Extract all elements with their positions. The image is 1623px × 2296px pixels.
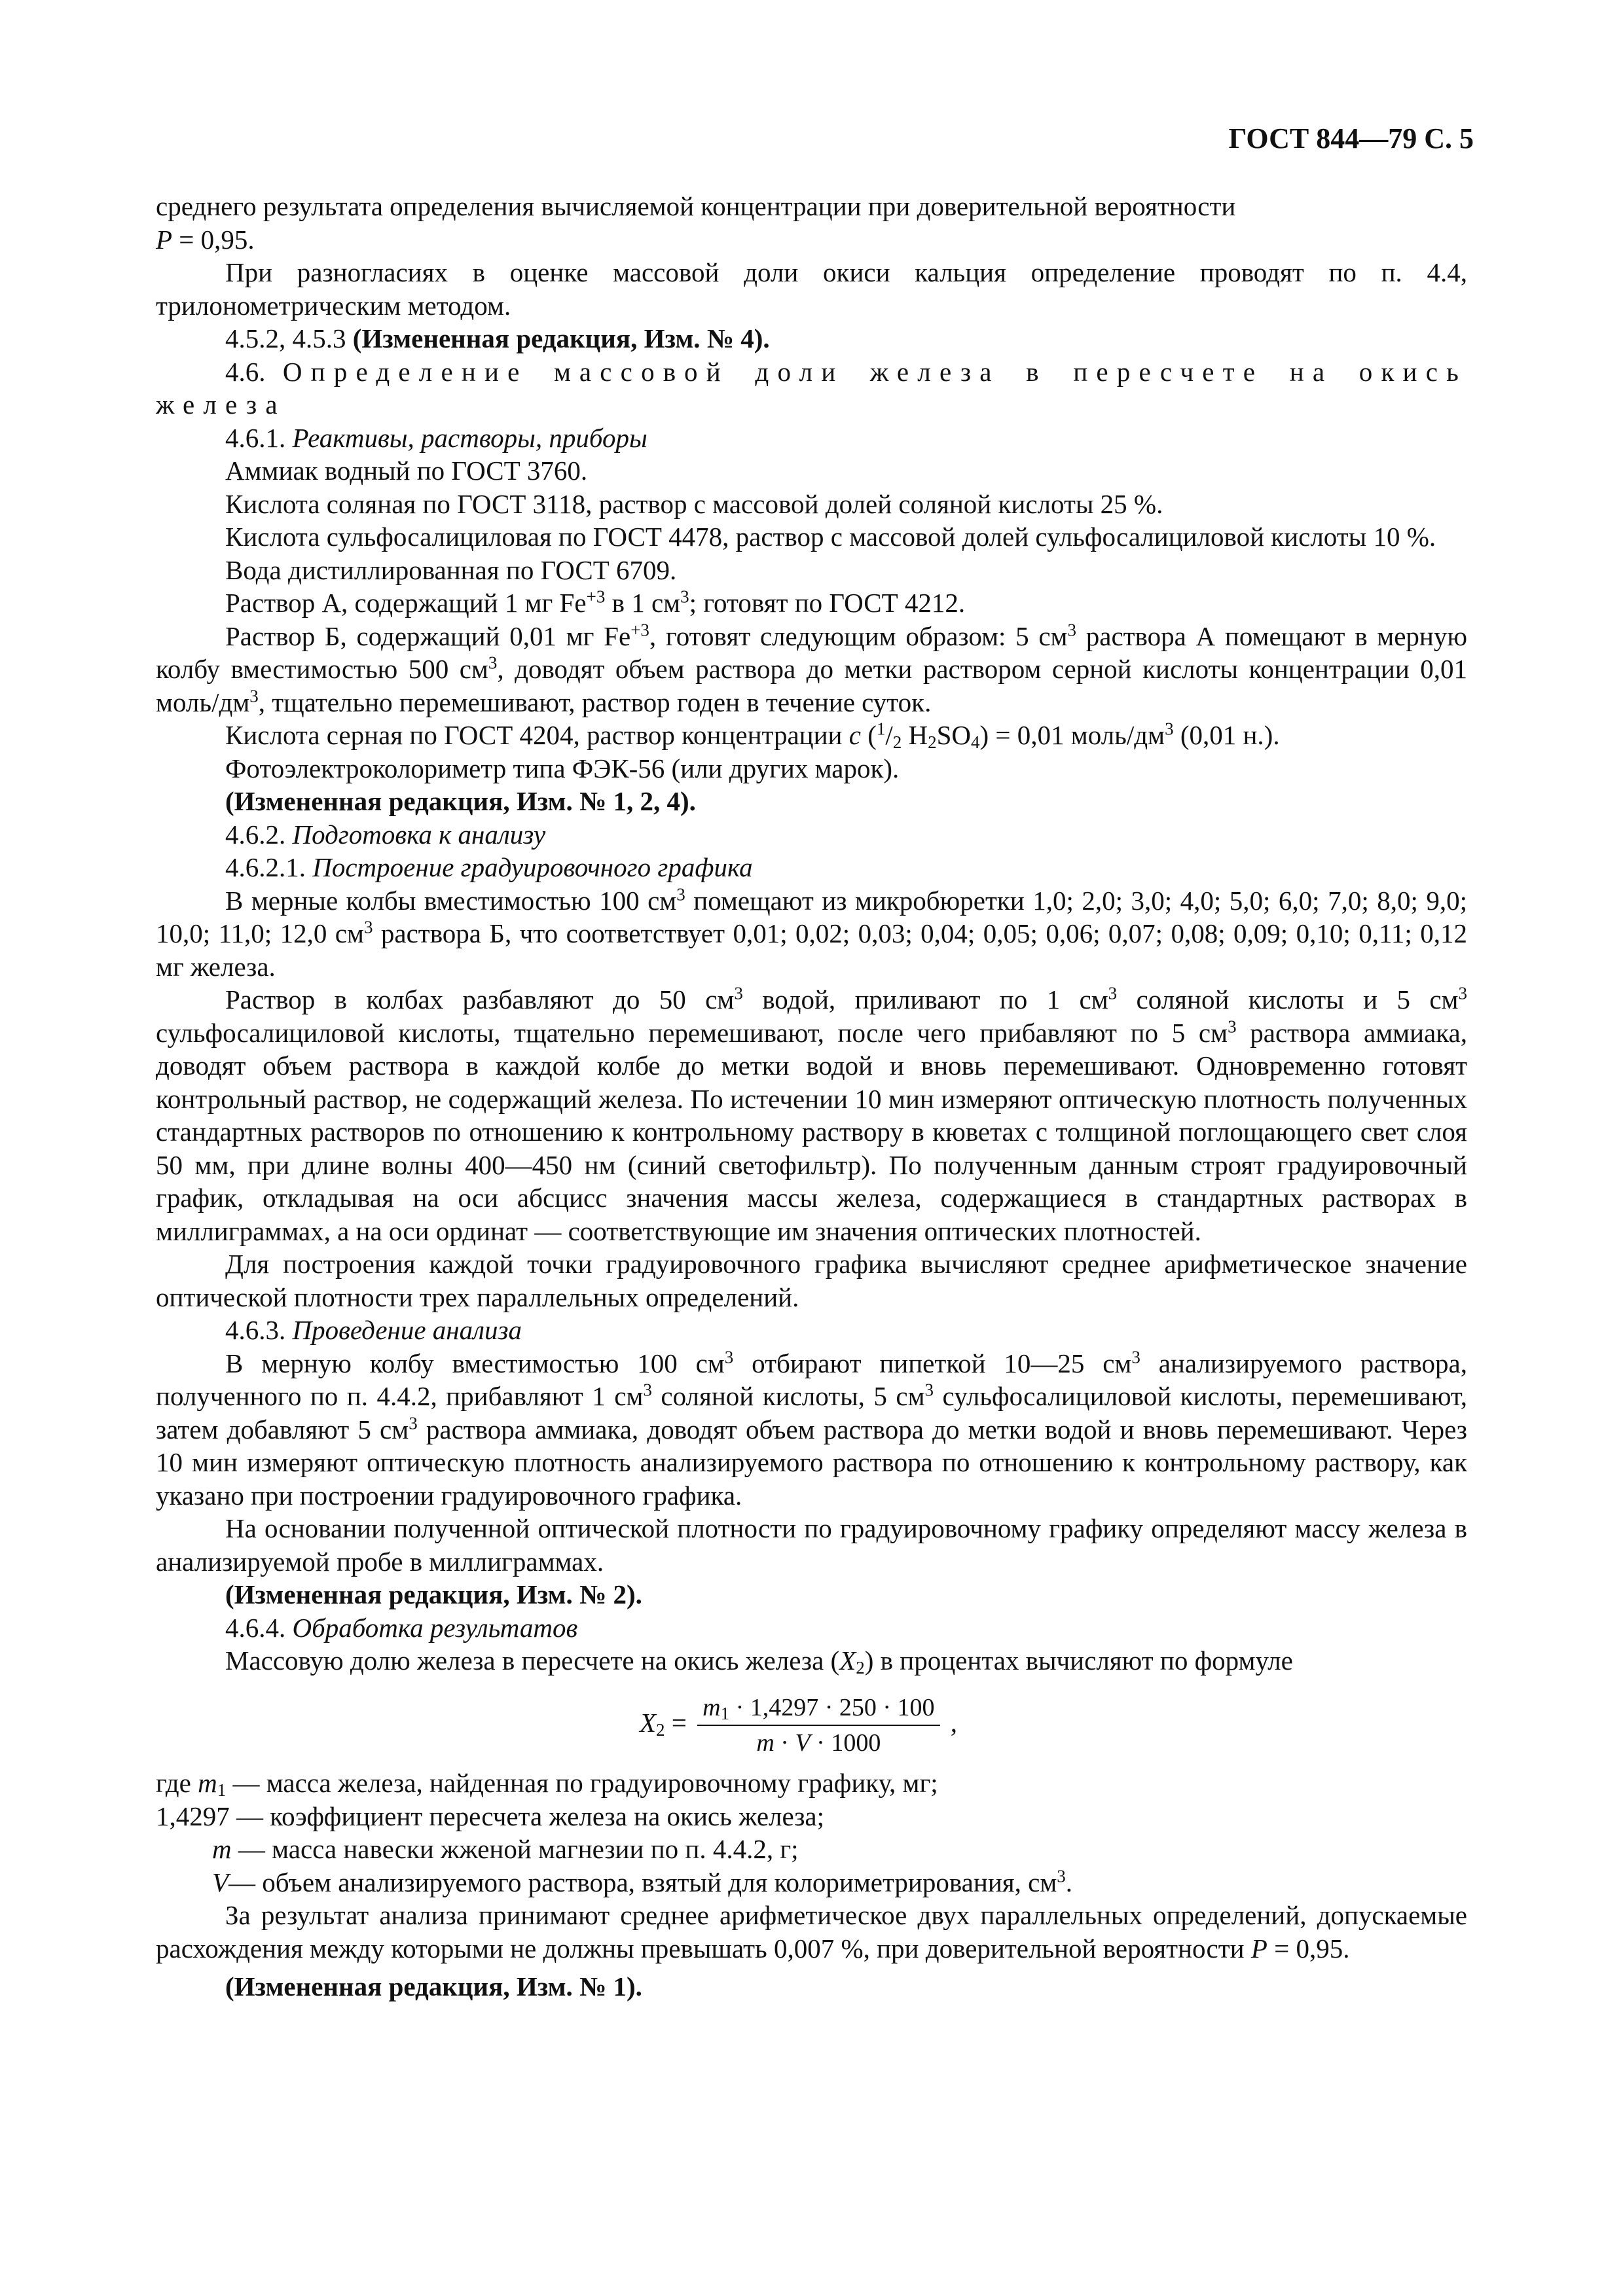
solution-b: Раствор Б, содержащий 0,01 мг $Fe^{+3}$, готовят следующим образом: 5 $см^3$ раствора А помещают в мерную колбу вместимостью 500 $см^3$, доводят объем раствора до метки раствором серной кислоты концентрации 0,01 моль/$дм^3$, тщательно перемешивают, раствор годен в течение суток. — [156, 619, 1467, 717]
section-4-6-2-1-heading — [156, 851, 1467, 884]
revision-note-1-2-4: (Измененная редакция, Изм. № 1, 2, 4). — [225, 786, 696, 816]
section-number: 4.5.2, 4.5.3 — [225, 323, 353, 353]
section-4-6-2-heading — [156, 818, 1467, 852]
section-4-6-4-heading — [156, 1611, 1467, 1645]
section-number: 4.6.2. — [225, 819, 293, 850]
formula-denominator: m · V · 1000 — [756, 1729, 881, 1757]
legend-m: m — масса навески жженой магнезии по п. 4.4.2, г; — [212, 1834, 799, 1865]
section-title: Подготовка к анализу — [292, 819, 546, 850]
formula-fraction — [697, 1691, 939, 1760]
section-number: 4.6. — [225, 356, 283, 387]
reagent-sulfuric: Кислота серная по ГОСТ 4204, раствор концентрации c ($^1/_2$ $H_2SO_4) = 0,01$ моль/$дм^3$ (0,01 н.). — [225, 719, 1280, 752]
formula-intro: Массовую долю железа в пересчете на окись железа $(X_2)$ в процентах вычисляют по формуле — [225, 1645, 1293, 1677]
formula-lhs: X — [639, 1707, 656, 1738]
result-paragraph: За результат анализа принимают среднее арифметическое двух параллельных определений, допускаемые расхождения между которыми не должны превышать 0,007 %, при доверительной вероятности P = 0,95. — [156, 1900, 1467, 1964]
p-symbol: P — [156, 224, 173, 255]
formula-numerator: $m_1 \cdot 1,4297 \cdot 250 \cdot 100$ — [697, 1691, 939, 1726]
iron-oxide-formula: $X_2$ = $\frac{m_1 \cdot 1,4297 \cdot 250 \cdot 100}{m \cdot V \cdot 1000}$ , — [156, 1687, 1467, 1761]
reagent-sulfosalicylic: Кислота сульфосалициловая по ГОСТ 4478, раствор с массовой долей сульфосалициловой кислоты 10 %. — [225, 522, 1436, 552]
intro-text: среднего результата определения вычисляемой концентрации при доверительной вероятности — [156, 191, 1236, 221]
analysis-paragraph-1: В мерную колбу вместимостью 100 $см^3$ отбирают пипеткой 10—25 $см^3$ анализируемого раствора, полученного по п. 4.4.2, прибавляют 1 $см^3$ соляной кислоты, 5 $см^3$ сульфосалициловой кислоты, перемешивают, затем добавляют 5 $см^3$ раствора аммиака, доводят объем раствора до метки водой и вновь перемешивают. Через 10 мин измеряют оптическую плотность анализируемого раствора по отношению к контрольному раствору, как указано при построении градуировочного графика. — [156, 1346, 1468, 1511]
legend-v: V— объем анализируемого раствора, взятый для колориметрирования, $см^3$. — [212, 1865, 1073, 1897]
section-title: Проведение анализа — [292, 1315, 522, 1345]
section-number: 4.6.4. — [225, 1612, 293, 1643]
reagent-hcl: Кислота соляная по ГОСТ 3118, раствор с массовой долей соляной кислоты 25 %. — [225, 488, 1163, 519]
reagent-ammonia: Аммиак водный по ГОСТ 3760. — [225, 456, 588, 486]
calibration-paragraph-1: В мерные колбы вместимостью 100 $см^3$ помещают из микробюретки 1,0; 2,0; 3,0; 4,0; 5,0; 6,0; 7,0; 8,0; 9,0; 10,0; 11,0; 12,0 $см^3$ раствора Б, что соответствует 0,01; 0,02; 0,03; 0,04; 0,05; 0,06; 0,07; 0,08; 0,09; 0,10; 0,11; 0,12 мг железа. — [156, 884, 1467, 982]
intro-paragraph — [156, 190, 1467, 256]
legend-m1: где $m_1$ — масса железа, найденная по градуировочному графику, мг; — [156, 1768, 938, 1801]
section-4-6-3-heading — [156, 1314, 1467, 1347]
section-number: 4.6.1. — [225, 422, 293, 453]
section-title: Реактивы, растворы, приборы — [292, 422, 647, 453]
section-number: 4.6.2.1. — [225, 852, 313, 882]
instrument-fek: Фотоэлектроколориметр типа ФЭК-56 (или других марок). — [225, 753, 900, 783]
calibration-paragraph-3: Для построения каждой точки градуировочного графика вычисляют среднее арифметическое значение оптической плотности трех параллельных определений. — [156, 1249, 1467, 1312]
p-value: = 0,95. — [172, 224, 255, 255]
section-title: Построение градуировочного графика — [312, 852, 753, 882]
section-title: Обработка результатов — [292, 1612, 578, 1643]
section-4-5-2-note — [156, 322, 1467, 355]
section-title: Определение массовой доли железа в пересчете на окись железа — [156, 356, 1467, 420]
section-4-6-1-heading — [156, 422, 1467, 455]
section-4-6-heading — [156, 355, 1467, 422]
section-number: 4.6.3. — [225, 1315, 293, 1345]
revision-note: (Измененная редакция, Изм. № 4). — [352, 323, 770, 353]
calibration-paragraph-2: Раствор в колбах разбавляют до 50 $см^3$ водой, приливают по 1 $см^3$ соляной кислоты и 5 $см^3$ сульфосалициловой кислоты, тщательно перемешивают, после чего прибавляют по 5 $см^3$ раствора аммиака, доводят объем раствора в каждой колбе до метки водой и вновь перемешивают. Одновременно готовят контрольный раствор, не содержащий железа. По истечении 10 мин измеряют оптическую плотность полученных стандартных растворов по отношению к контрольному раствору в кюветах с толщиной поглощающего свет слоя 50 мм, при длине волны 400—450 нм (синий светофильтр). По полученным данным строят градуировочный график, откладывая на оси абсцисс значения массы железа, содержащиеся в стандартных растворах в миллиграммах, а на оси ординат — соответствующие им значения оптических плотностей. — [156, 983, 1467, 1246]
revision-note-1: (Измененная редакция, Изм. № 1). — [225, 1971, 642, 2002]
reagent-water: Вода дистиллированная по ГОСТ 6709. — [225, 554, 677, 585]
solution-a: Раствор А, содержащий 1 мг $Fe^{+3}$ в 1 $см^3$; готовят по ГОСТ 4212. — [225, 586, 966, 618]
document-body — [156, 190, 1467, 2003]
legend-coefficient: 1,4297 — коэффициент пересчета железа на окись железа; — [156, 1801, 824, 1831]
disagreement-paragraph: При разногласиях в оценке массовой доли окиси кальция определение проводят по п. 4.4, трилонометрическим методом. — [156, 257, 1467, 321]
analysis-paragraph-2: На основании полученной оптической плотности по градуировочному графику определяют массу железа в анализируемой пробе в миллиграммах. — [156, 1513, 1467, 1577]
page-header: ГОСТ 844—79 С. 5 — [1228, 122, 1474, 154]
revision-note-2: (Измененная редакция, Изм. № 2). — [225, 1579, 642, 1609]
